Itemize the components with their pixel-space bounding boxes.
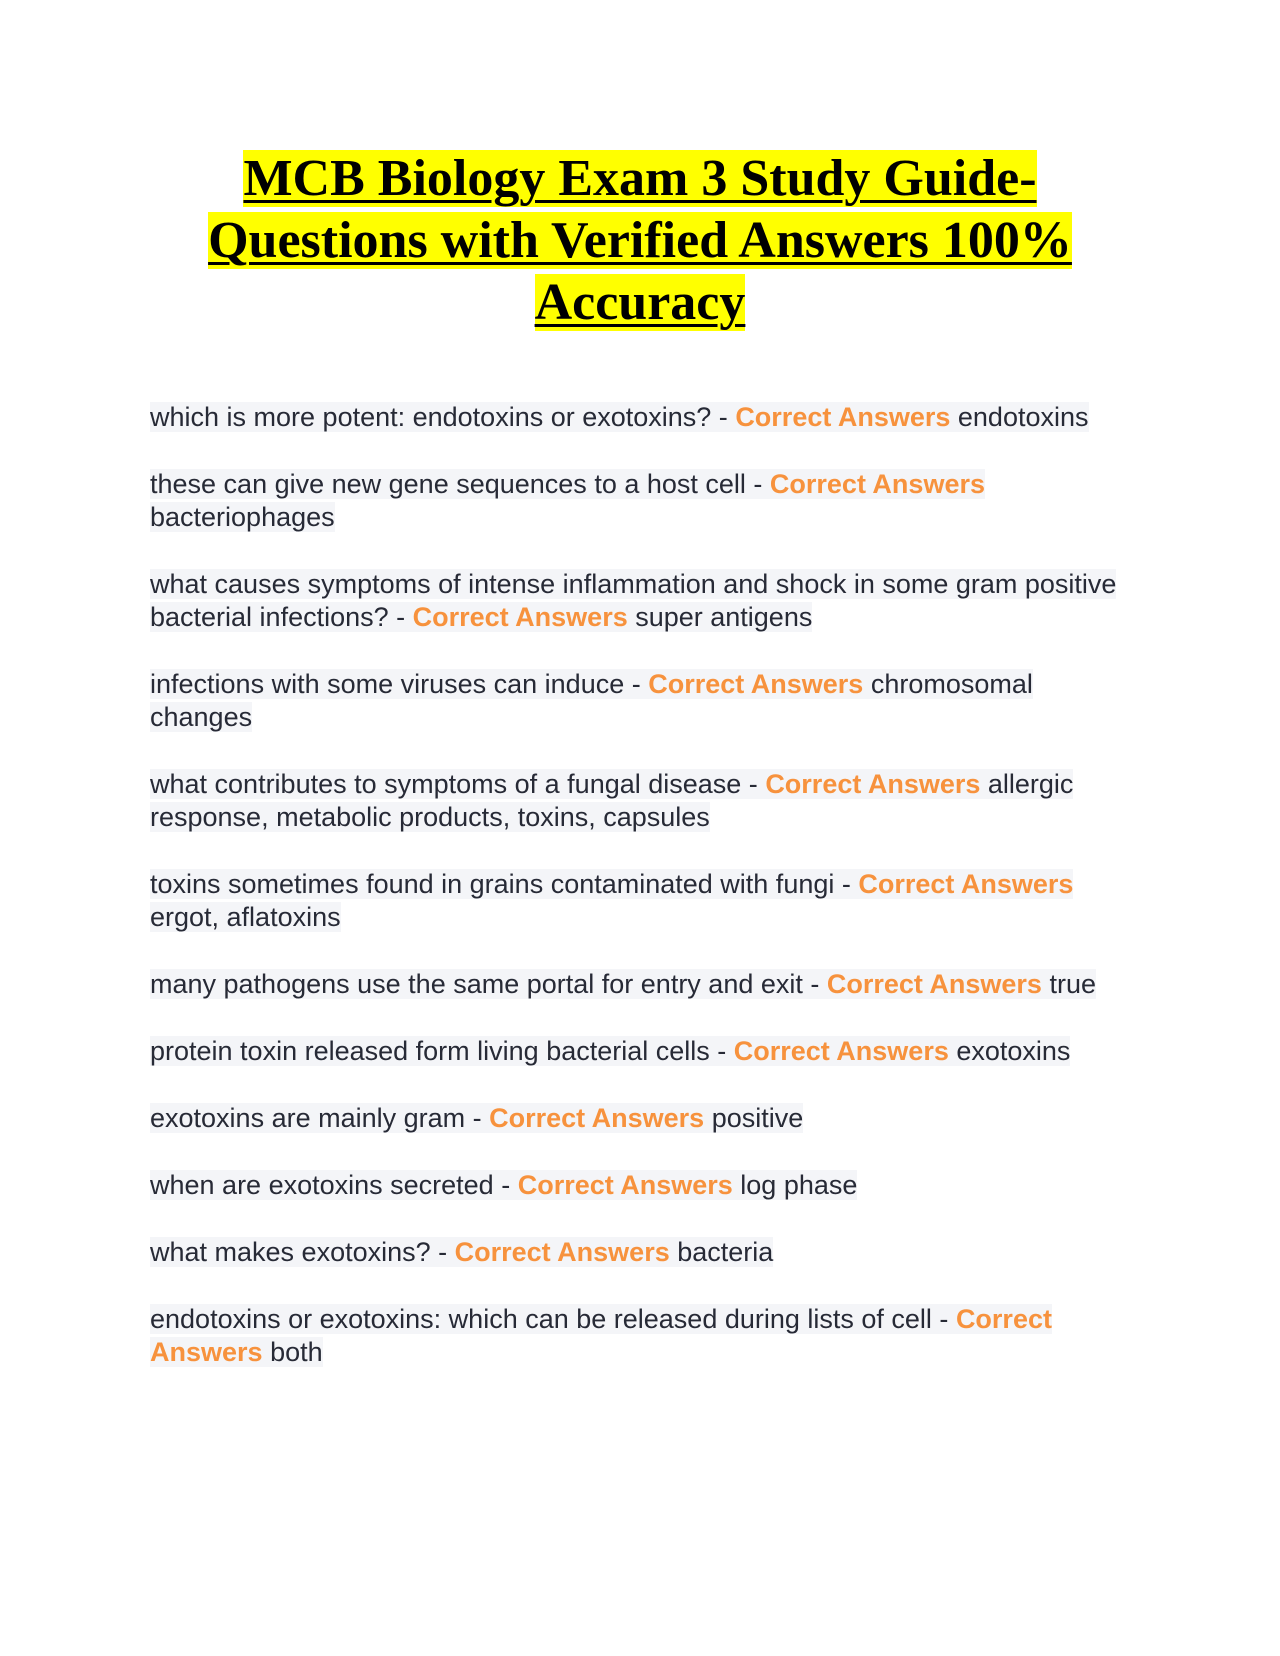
correct-answers-label: Correct Answers	[454, 1237, 670, 1267]
correct-answers-label: Correct Answers	[826, 969, 1042, 999]
qa-item	[150, 768, 1140, 834]
correct-answers-label: Correct Answers	[769, 469, 985, 499]
question-text: protein toxin released form living bacterial cells -	[150, 1036, 734, 1066]
question-text: endotoxins or exotoxins: which can be released during lists of cell -	[150, 1304, 956, 1334]
qa-item	[150, 1102, 1140, 1135]
question-text: when are exotoxins secreted -	[150, 1170, 518, 1200]
qa-list	[150, 401, 1140, 1403]
question-text: infections with some viruses can induce -	[150, 669, 649, 699]
qa-item	[150, 401, 1140, 434]
answer-text: super antigens	[627, 602, 813, 632]
qa-item	[150, 1169, 1140, 1202]
qa-item	[150, 468, 1140, 534]
answer-text: bacteriophages	[150, 502, 335, 532]
answer-text: exotoxins	[948, 1036, 1071, 1066]
answer-text: both	[262, 1337, 323, 1367]
question-text: toxins sometimes found in grains contaminated with fungi -	[150, 869, 859, 899]
correct-answers-label: Correct Answers	[733, 1036, 949, 1066]
answer-text: endotoxins	[950, 402, 1089, 432]
qa-item	[150, 868, 1140, 934]
answer-text: positive	[704, 1103, 804, 1133]
correct-answers-label: Correct Answers	[412, 602, 628, 632]
qa-item	[150, 668, 1140, 734]
qa-item	[150, 968, 1140, 1001]
correct-answers-label: Correct Answers	[735, 402, 951, 432]
question-text: which is more potent: endotoxins or exotoxins? -	[150, 402, 736, 432]
qa-item	[150, 1236, 1140, 1269]
question-text: these can give new gene sequences to a host cell -	[150, 469, 770, 499]
answer-text: log phase	[732, 1170, 858, 1200]
qa-item	[150, 568, 1140, 634]
question-text: what contributes to symptoms of a fungal disease -	[150, 769, 766, 799]
correct-answers-label: Correct Answers	[648, 669, 864, 699]
question-text: exotoxins are mainly gram -	[150, 1103, 490, 1133]
correct-answers-label: Correct Answers	[517, 1170, 733, 1200]
correct-answers-label: Correct Answers	[858, 869, 1074, 899]
qa-item	[150, 1035, 1140, 1068]
answer-text: ergot, aflatoxins	[150, 902, 341, 932]
answer-text: true	[1041, 969, 1096, 999]
correct-answers-label: Correct Answers	[765, 769, 981, 799]
document-title-text: MCB Biology Exam 3 Study Guide- Questions with Verified Answers 100% Accuracy	[208, 150, 1072, 331]
correct-answers-label: Correct Answers	[489, 1103, 705, 1133]
document-title	[150, 148, 1130, 334]
answer-text: allergic response, metabolic products, toxins, capsules	[150, 769, 1074, 832]
answer-text: bacteria	[669, 1237, 774, 1267]
qa-item	[150, 1303, 1140, 1369]
correct-answers-label: Correct Answers	[150, 1304, 1052, 1367]
question-text: what makes exotoxins? -	[150, 1237, 455, 1267]
question-text: what causes symptoms of intense inflammation and shock in some gram positive bacterial infections? -	[150, 569, 1117, 632]
question-text: many pathogens use the same portal for entry and exit -	[150, 969, 827, 999]
answer-text: chromosomal changes	[150, 669, 1033, 732]
